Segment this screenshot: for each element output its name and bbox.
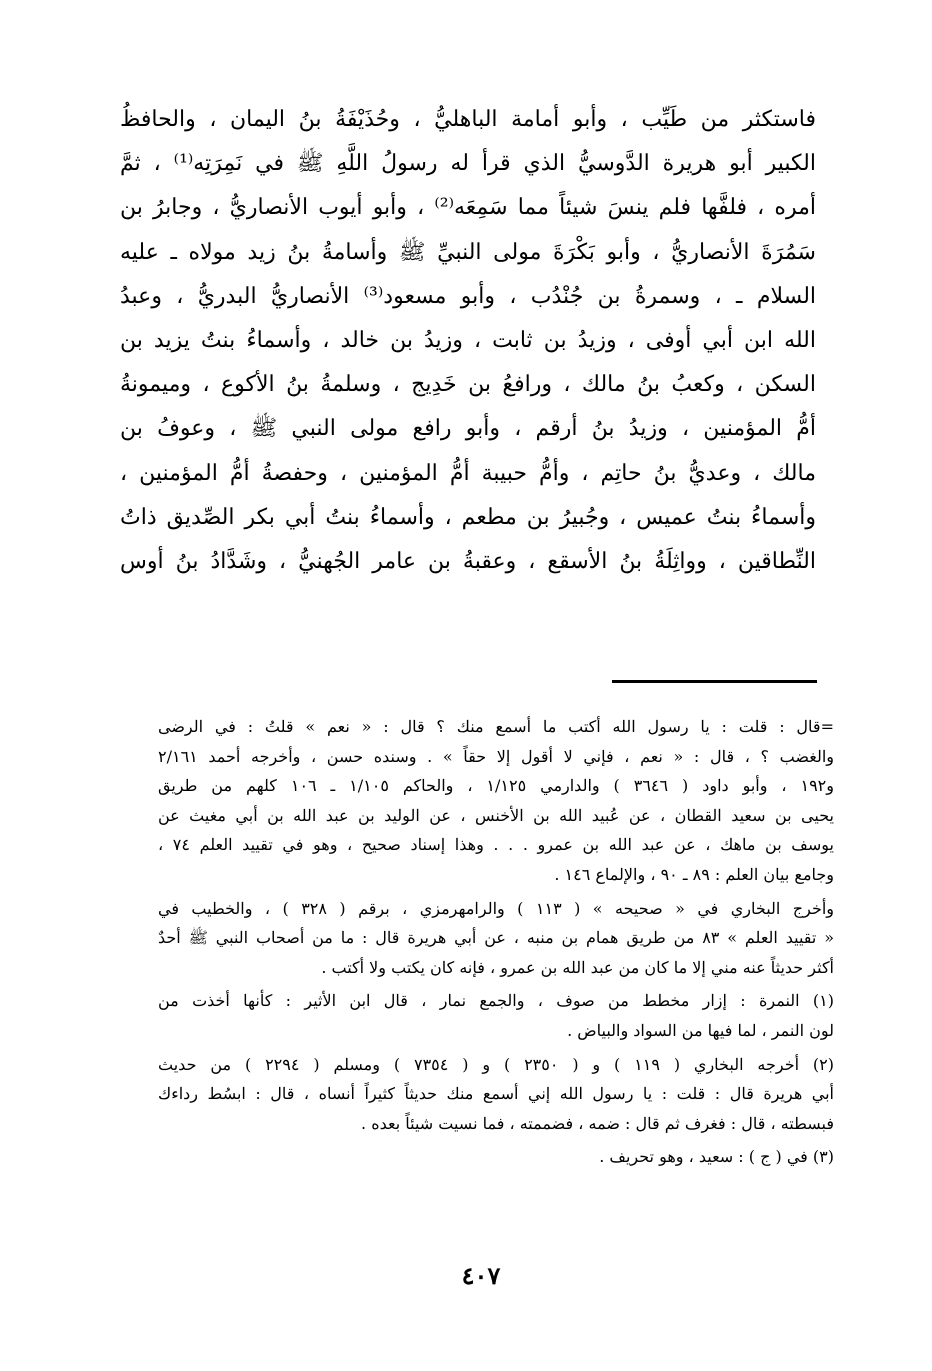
- footnote-line: و١٩٢ ، وأبو داود ( ٣٦٤٦ ) والدارمي ١/١٢٥ ، والحاكم ١/١٠٥ ـ ١٠٦ كلهم من طريق: [158, 776, 834, 796]
- main-line: فاستكثر من طَيِّب ، وأبو أمامة الباهليُّ ، وحُذَيْفَةُ بنُ اليمان ، والحافظُ: [120, 107, 816, 132]
- main-line: السلام ـ ، وسمرةُ بن جُنْدُب ، وأبو مسعود⁽³⁾ الأنصاريُّ البدريُّ ، وعبدُ: [120, 283, 816, 309]
- footnotes: [158, 712, 834, 1176]
- main-line: السكن ، وكعبُ بنُ مالك ، ورافعُ بن خَدِيج ، وسلمةُ بنُ الأكوع ، وميمونةُ: [120, 372, 816, 398]
- footnote-line: =قال : قلت : يا رسول الله أكتب ما أسمع منك ؟ قال : « نعم » قلتُ : في الرضى: [158, 717, 834, 736]
- footnote-bukhari-paragraph: [158, 894, 834, 983]
- footnote-1: [158, 986, 834, 1045]
- footnote-line: يحيى بن سعيد القطان ، عن عُبيد الله بن الأخنس ، عن الوليد بن عبد الله بن أبي مغيث عن: [158, 805, 834, 825]
- footnote-divider: [612, 680, 817, 683]
- main-line: مالك ، وعديُّ بنُ حاتِم ، وأمُّ حبيبة أمُّ المؤمنين ، وحفصةُ أمُّ المؤمنين ،: [120, 460, 816, 486]
- footnote-line: يوسف بن ماهك ، عن عبد الله بن عمرو . . . وهذا إسناد صحيح ، وهو في تقييد العلم ٧٤ ،: [158, 835, 834, 855]
- footnote-line: أكثر حديثاً عنه مني إلا ما كان من عبد الله بن عمرو ، فإنه كان يكتب ولا أكتب .: [321, 957, 834, 977]
- main-line: وأسماءُ بنتُ عميس ، وجُبيرُ بن مطعم ، وأسماءُ بنتُ أبي بكر الصِّديق ذاتُ: [120, 504, 816, 530]
- footnote-line: (٢) أخرجه البخاري ( ١١٩ ) و ( ٢٣٥٠ ) و ( ٧٣٥٤ ) ومسلم ( ٢٢٩٤ ) من حديث: [158, 1054, 834, 1074]
- main-line: الله ابن أبي أوفى ، وزيدُ بن ثابت ، وزيدُ بن خالد ، وأسماءُ بنتُ يزيد بن: [120, 328, 816, 354]
- main-line: أمره ، فلفَّها فلم ينسَ شيئاً مما سَمِعَه⁽²⁾ ، وأبو أيوب الأنصاريُّ ، وجابرُ بن: [120, 195, 816, 221]
- footnote-line: وجامع بيان العلم : ٨٩ ـ ٩٠ ، والإلماع ١٤٦ .: [554, 864, 834, 884]
- footnote-line: أبي هريرة قال : قلت : يا رسول الله إني أسمع منك حديثاً كثيراً أنساه ، قال : ابسُط رداءك: [158, 1084, 834, 1104]
- footnote-line: والغضب ؟ ، قال : « نعم ، فإني لا أقول إلا حقاً » . وسنده حسن ، وأخرجه أحمد ٢/١٦١: [158, 746, 834, 766]
- main-line: أمُّ المؤمنين ، وزيدُ بنُ أرقم ، وأبو رافع مولى النبي ﷺ ، وعوفُ بن: [120, 416, 816, 442]
- footnote-line: (١) النمرة : إزار مخطط من صوف ، والجمع نمار ، قال ابن الأثير : كأنها أخذت من: [158, 991, 834, 1011]
- main-line: سَمُرَةَ الأنصاريُّ ، وأبو بَكْرَةَ مولى النبيِّ ﷺ وأسامةُ بنُ زيد مولاه ـ عليه: [120, 239, 816, 265]
- footnote-line: فبسطته ، قال : فغرف ثم قال : ضمه ، فضممته ، فما نسيت شيئاً بعده .: [361, 1113, 834, 1133]
- footnote-line: « تقييد العلم » ٨٣ من طريق همام بن منبه ، عن أبي هريرة قال : ما من أصحاب النبي ﷺ أحدٌ: [158, 928, 834, 948]
- page-number: ٤٠٧: [461, 1261, 501, 1290]
- footnote-line: لون النمر ، لما فيها من السواد والبياض .: [567, 1020, 834, 1040]
- footnote-2: [158, 1050, 834, 1139]
- footnote-3: [158, 1142, 834, 1172]
- main-line: النِّطاقين ، وواثِلَةُ بنُ الأسقع ، وعقبةُ بن عامر الجُهنيُّ ، وشَدَّادُ بنُ أوس: [120, 549, 816, 575]
- footnote-line: وأخرج البخاري في « صحيحه » ( ١١٣ ) والرامهرمزي ، برقم ( ٣٢٨ ) ، والخطيب في: [158, 898, 834, 918]
- main-line: الكبير أبو هريرة الدَّوسيُّ الذي قرأ له رسولُ اللَّهِ ﷺ في نَمِرَتِه⁽¹⁾ ، ثمَّ: [120, 151, 816, 177]
- footnote-continuation: [158, 712, 834, 890]
- footnote-line: (٣) في ( ج ) : سعيد ، وهو تحريف .: [599, 1147, 834, 1167]
- main-text: [120, 98, 816, 584]
